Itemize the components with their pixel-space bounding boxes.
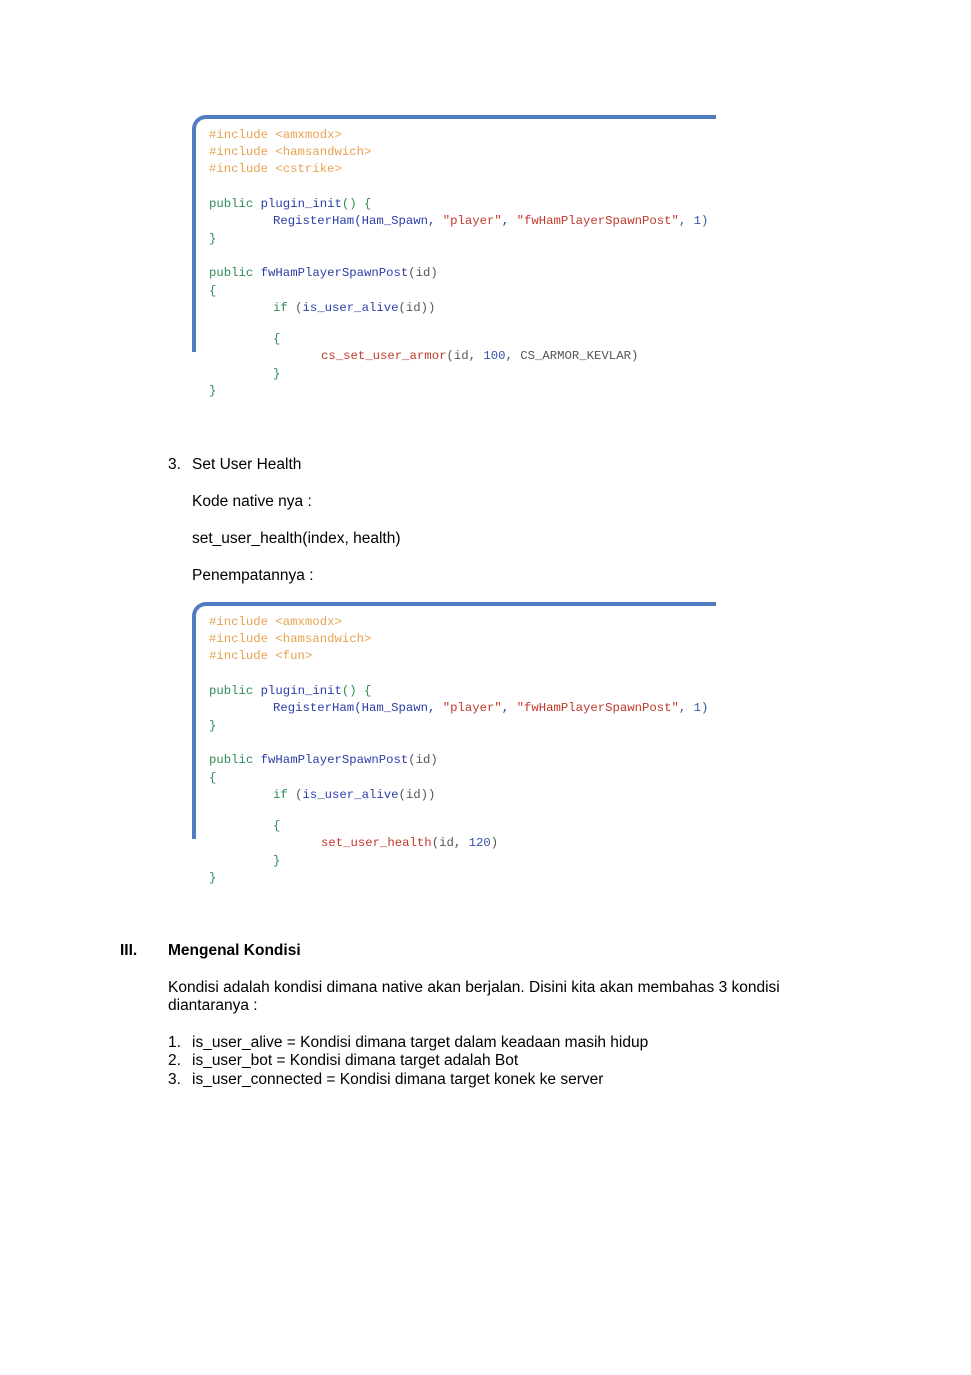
native-signature: set_user_health(index, health) <box>192 530 401 547</box>
chapter-paragraph-line: diantaranya : <box>168 997 258 1014</box>
code-line-native: cs_set_user_armor(id, 100, CS_ARMOR_KEVLAR) <box>321 349 639 363</box>
code-include-line: #include <hamsandwich> <box>209 145 372 159</box>
list-number: 2. <box>168 1052 181 1069</box>
code-include-line: #include <hamsandwich> <box>209 632 372 646</box>
code-brace: { <box>273 332 281 346</box>
section-title: Set User Health <box>192 456 302 473</box>
code-line-register: RegisterHam(Ham_Spawn, "player", "fwHamPlayerSpawnPost", 1) <box>273 214 709 228</box>
code-brace: { <box>209 771 217 785</box>
code-brace: { <box>209 284 217 298</box>
code-include-line: #include <cstrike> <box>209 162 342 176</box>
code-brace: } <box>273 854 281 868</box>
placement-label: Penempatannya : <box>192 567 314 584</box>
code-include-line: #include <amxmodx> <box>209 128 342 142</box>
code-block-2 <box>192 602 752 902</box>
code-brace: } <box>209 719 217 733</box>
list-item: is_user_bot = Kondisi dimana target adalah Bot <box>192 1052 519 1069</box>
list-item: is_user_connected = Kondisi dimana target konek ke server <box>192 1071 604 1088</box>
chapter-paragraph-line: Kondisi adalah kondisi dimana native akan berjalan. Disini kita akan membahas 3 kondisi <box>168 979 780 996</box>
code-line-plugin-init: public plugin_init() { <box>209 684 372 698</box>
code-line-native: set_user_health(id, 120) <box>321 836 499 850</box>
chapter-numeral: III. <box>120 942 138 959</box>
chapter-title: Mengenal Kondisi <box>168 942 301 959</box>
code-line-if: if (is_user_alive(id)) <box>273 788 436 802</box>
code-brace: } <box>209 384 217 398</box>
code-block-1 <box>192 115 752 415</box>
list-number: 3. <box>168 456 181 473</box>
code-line-if: if (is_user_alive(id)) <box>273 301 436 315</box>
code-line-spawn-fn: public fwHamPlayerSpawnPost(id) <box>209 266 438 280</box>
code-line-spawn-fn: public fwHamPlayerSpawnPost(id) <box>209 753 438 767</box>
code-line-plugin-init: public plugin_init() { <box>209 197 372 211</box>
code-line-register: RegisterHam(Ham_Spawn, "player", "fwHamPlayerSpawnPost", 1) <box>273 701 709 715</box>
code-brace: } <box>209 232 217 246</box>
list-item: is_user_alive = Kondisi dimana target dalam keadaan masih hidup <box>192 1034 649 1051</box>
code-include-line: #include <amxmodx> <box>209 615 342 629</box>
list-number: 3. <box>168 1071 181 1088</box>
native-label: Kode native nya : <box>192 493 312 510</box>
code-brace: } <box>273 367 281 381</box>
list-number: 1. <box>168 1034 181 1051</box>
code-brace: { <box>273 819 281 833</box>
code-brace: } <box>209 871 217 885</box>
code-include-line: #include <fun> <box>209 649 313 663</box>
